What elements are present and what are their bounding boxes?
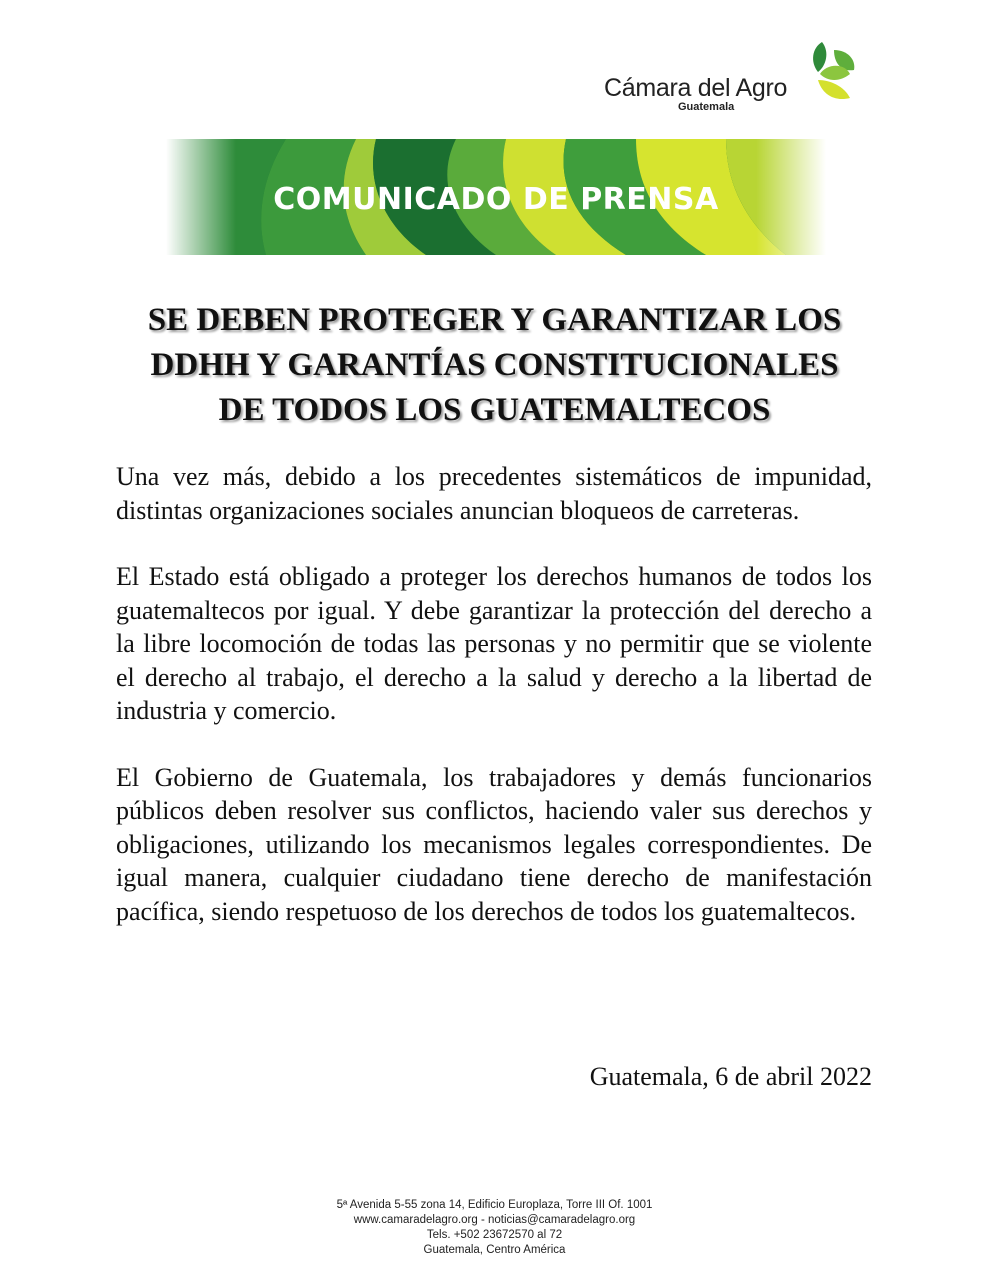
organization-logo xyxy=(604,40,854,115)
leaf-yellow-icon xyxy=(818,80,850,99)
headline xyxy=(80,298,909,433)
footer-location: Guatemala, Centro América xyxy=(423,1244,566,1256)
logo-name: Cámara del Agro xyxy=(604,74,788,102)
footer-address: 5ª Avenida 5-55 zona 14, Edificio Europlaza, Torre III Of. 1001 xyxy=(336,1199,653,1211)
headline-line: DDHH Y GARANTÍAS CONSTITUCIONALES xyxy=(150,347,839,383)
paragraph: El Estado está obligado a proteger los derechos humanos de todos los guatemaltecos por igual. Y debe garantizar la protección del derecho a la libre locomoción de todas las personas y no permitir que se violente el derecho al trabajo, el derecho a la salud y derecho a la libertad de industria y comercio. xyxy=(116,562,872,725)
headline-line: DE TODOS LOS GUATEMALTECOS xyxy=(218,392,771,428)
footer-phones: Tels. +502 23672570 al 72 xyxy=(426,1229,563,1241)
headline-line: SE DEBEN PROTEGER Y GARANTIZAR LOS xyxy=(147,302,842,338)
leaf-dark-green-icon xyxy=(813,42,826,72)
dateline: Guatemala, 6 de abril 2022 xyxy=(589,1062,872,1091)
paragraph: Una vez más, debido a los precedentes sistemáticos de impunidad, distintas organizaciones sociales anuncian bloqueos de carreteras. xyxy=(116,462,872,525)
press-release-banner xyxy=(166,139,826,255)
leaves-icon xyxy=(804,40,856,104)
body-text xyxy=(116,460,872,961)
logo-subtitle: Guatemala xyxy=(678,101,735,113)
banner-title: COMUNICADO DE PRENSA xyxy=(273,182,719,217)
footer-web-email[interactable]: www.camaradelagro.org - noticias@camaradelagro.org xyxy=(353,1214,636,1226)
paragraph: El Gobierno de Guatemala, los trabajadores y demás funcionarios públicos deben resolver sus conflictos, haciendo valer sus derechos y obligaciones, utilizando los mecanismos legales correspondientes. De igual manera, cualquier ciudadano tiene derecho de manifestación pacífica, siendo respetuoso de los derechos de todos los guatemaltecos. xyxy=(116,762,872,926)
footer-contact xyxy=(0,1198,989,1258)
